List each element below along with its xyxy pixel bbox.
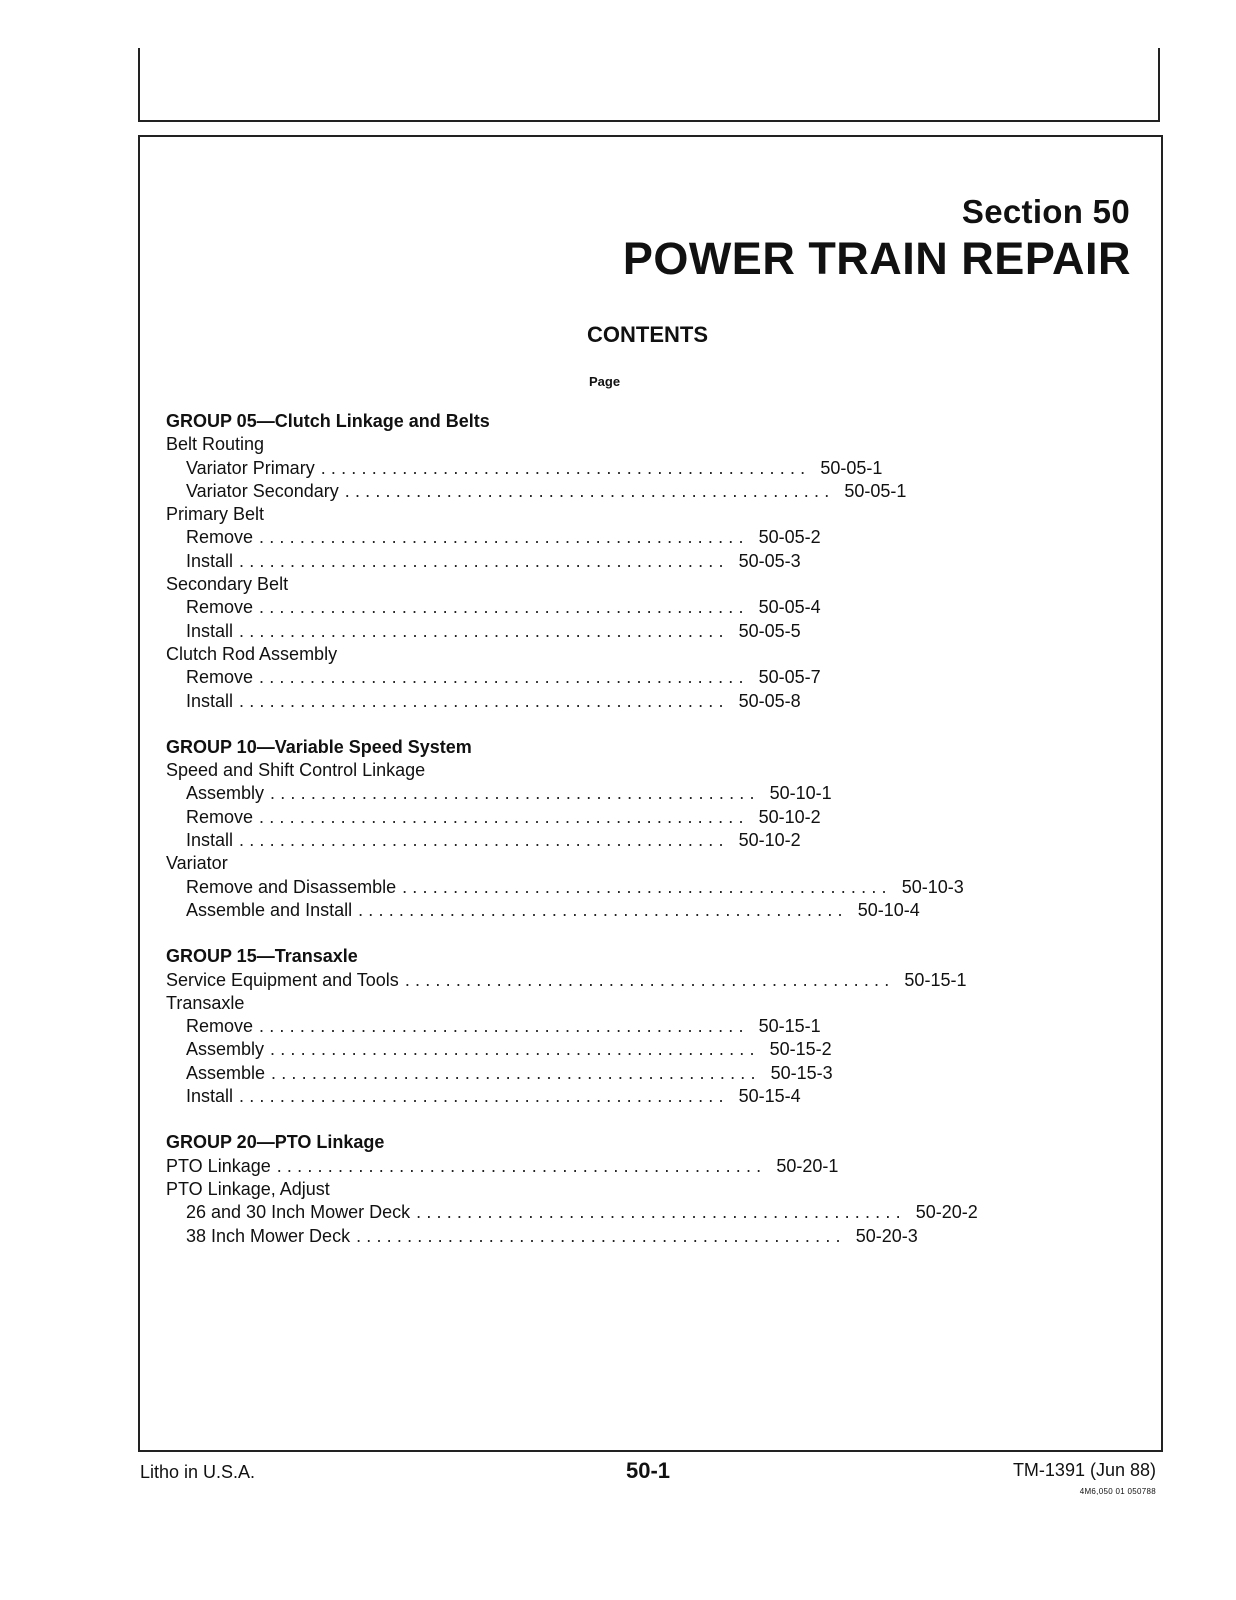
toc-entry-page: 50-05-8 xyxy=(738,690,801,711)
toc-entry xyxy=(166,1178,628,1201)
toc-entry-label: Variator Primary xyxy=(186,457,315,478)
toc-entry-label: Remove xyxy=(186,1016,254,1037)
toc-entry-label: Remove xyxy=(186,667,254,688)
dot-leader: ................................................ xyxy=(402,876,892,897)
toc-entry-label: Install xyxy=(186,690,234,711)
dot-leader: ................................................ xyxy=(239,830,729,851)
toc-entry-label: Remove xyxy=(186,806,254,827)
toc-entry-label: Primary Belt xyxy=(166,504,265,525)
contents-heading: CONTENTS xyxy=(587,322,708,347)
footer-manual-id: TM-1391 (Jun 88) xyxy=(1012,1460,1156,1480)
toc-entry-label: Remove xyxy=(186,527,254,548)
toc-entry-page: 50-10-2 xyxy=(758,806,821,827)
toc-entry-page: 50-05-3 xyxy=(738,550,801,571)
toc-entry-label: Install xyxy=(186,830,234,851)
toc-entry xyxy=(166,596,821,619)
toc-group-title: GROUP 20—PTO Linkage xyxy=(166,1132,385,1153)
toc-entry-label: Variator xyxy=(166,853,228,874)
toc-entry-page: 50-10-4 xyxy=(857,899,920,920)
toc-group xyxy=(166,1131,978,1247)
toc-group xyxy=(166,736,964,922)
dot-leader: ................................................ xyxy=(344,480,835,501)
toc-entry-page: 50-10-3 xyxy=(901,876,964,897)
toc-entry xyxy=(166,1201,978,1224)
toc-group xyxy=(166,945,967,1108)
toc-entry-page: 50-20-2 xyxy=(915,1202,978,1223)
table-of-contents xyxy=(166,410,978,1271)
toc-entry-page: 50-15-3 xyxy=(770,1062,833,1083)
toc-entry xyxy=(166,503,628,526)
toc-entry-page: 50-05-1 xyxy=(844,480,907,501)
toc-entry-label: Variator Secondary xyxy=(186,480,339,501)
toc-entry-page: 50-05-5 xyxy=(738,620,801,641)
toc-entry-label: Assembly xyxy=(186,1039,265,1060)
toc-entry xyxy=(166,643,628,666)
toc-entry xyxy=(166,806,821,829)
toc-entry-label: Assemble and Install xyxy=(186,899,353,920)
toc-entry xyxy=(166,1062,833,1085)
toc-entry-page: 50-15-1 xyxy=(904,969,967,990)
toc-entry xyxy=(166,457,883,480)
footer-litho: Litho in U.S.A. xyxy=(140,1462,256,1482)
toc-entry-label: Remove and Disassemble xyxy=(186,876,397,897)
top-frame xyxy=(138,48,1160,122)
toc-entry xyxy=(166,852,628,875)
section-title: POWER TRAIN REPAIR xyxy=(622,233,1131,284)
toc-entry-page: 50-10-2 xyxy=(738,830,801,851)
dot-leader: ................................................ xyxy=(259,527,749,548)
toc-entry-label: PTO Linkage, Adjust xyxy=(166,1178,330,1199)
toc-entry-page: 50-05-2 xyxy=(758,527,821,548)
toc-entry-label: Belt Routing xyxy=(166,434,265,455)
toc-entry-page: 50-15-2 xyxy=(769,1039,832,1060)
footer-code: 4M6,050 01 050788 xyxy=(1079,1487,1156,1496)
toc-entry-label: Secondary Belt xyxy=(166,574,289,595)
toc-entry xyxy=(166,1155,839,1178)
toc-entry-label: Transaxle xyxy=(166,992,245,1013)
toc-entry xyxy=(166,690,801,713)
section-number: Section 50 xyxy=(961,193,1130,230)
dot-leader: ................................................ xyxy=(259,1016,749,1037)
dot-leader: ................................................ xyxy=(416,1202,906,1223)
dot-leader: ................................................ xyxy=(270,1039,760,1060)
toc-entry xyxy=(166,899,920,922)
dot-leader: ................................................ xyxy=(259,667,749,688)
dot-leader: ................................................ xyxy=(259,806,749,827)
toc-entry xyxy=(166,1038,832,1061)
dot-leader: ................................................ xyxy=(259,597,749,618)
toc-entry xyxy=(166,782,832,805)
toc-entry-label: Install xyxy=(186,550,234,571)
toc-entry-page: 50-05-7 xyxy=(758,667,821,688)
toc-entry-label: Remove xyxy=(186,597,254,618)
toc-entry-label: Assembly xyxy=(186,783,265,804)
dot-leader: ................................................ xyxy=(320,457,811,478)
toc-entry xyxy=(166,992,628,1015)
dot-leader: ................................................ xyxy=(239,550,729,571)
toc-group-title: GROUP 05—Clutch Linkage and Belts xyxy=(166,411,490,431)
toc-entry-page: 50-20-3 xyxy=(855,1225,918,1246)
toc-entry-label: Assemble xyxy=(186,1062,266,1083)
toc-group-title: GROUP 15—Transaxle xyxy=(166,946,358,967)
toc-entry-label: Install xyxy=(186,1086,234,1107)
toc-entry xyxy=(166,1085,801,1108)
toc-entry-label: Clutch Rod Assembly xyxy=(166,643,338,664)
toc-entry xyxy=(166,620,801,643)
dot-leader: ................................................ xyxy=(276,1155,767,1176)
toc-entry-page: 50-05-4 xyxy=(758,597,821,618)
dot-leader: ................................................ xyxy=(271,1062,761,1083)
toc-entry xyxy=(166,480,907,503)
footer-page-number: 50-1 xyxy=(626,1458,671,1483)
toc-entry-label: 38 Inch Mower Deck xyxy=(186,1225,351,1246)
toc-entry xyxy=(166,666,821,689)
toc-entry xyxy=(166,573,628,596)
toc-entry xyxy=(166,759,628,782)
toc-entry xyxy=(166,829,801,852)
toc-entry xyxy=(166,969,967,992)
toc-entry-label: Speed and Shift Control Linkage xyxy=(166,760,426,781)
dot-leader: ................................................ xyxy=(239,620,729,641)
toc-entry xyxy=(166,1015,821,1038)
dot-leader: ................................................ xyxy=(239,690,729,711)
toc-entry-page: 50-15-4 xyxy=(738,1086,801,1107)
toc-entry-label: 26 and 30 Inch Mower Deck xyxy=(186,1202,411,1223)
toc-entry-page: 50-20-1 xyxy=(776,1155,839,1176)
dot-leader: ................................................ xyxy=(404,969,895,990)
toc-entry-label: Service Equipment and Tools xyxy=(166,969,399,990)
toc-entry-label: Install xyxy=(186,620,234,641)
toc-entry-page: 50-15-1 xyxy=(758,1016,821,1037)
toc-entry xyxy=(166,550,801,573)
toc-entry xyxy=(166,876,964,899)
dot-leader: ................................................ xyxy=(239,1086,729,1107)
toc-entry xyxy=(166,433,628,456)
toc-group xyxy=(166,410,907,713)
toc-entry-label: PTO Linkage xyxy=(166,1155,271,1176)
toc-entry-page: 50-05-1 xyxy=(820,457,883,478)
page-column-heading: Page xyxy=(589,374,621,389)
dot-leader: ................................................ xyxy=(270,783,760,804)
dot-leader: ................................................ xyxy=(358,899,848,920)
toc-entry-page: 50-10-1 xyxy=(769,783,832,804)
dot-leader: ................................................ xyxy=(356,1225,846,1246)
toc-entry xyxy=(166,1225,918,1248)
toc-entry xyxy=(166,526,821,549)
toc-group-title: GROUP 10—Variable Speed System xyxy=(166,736,472,757)
